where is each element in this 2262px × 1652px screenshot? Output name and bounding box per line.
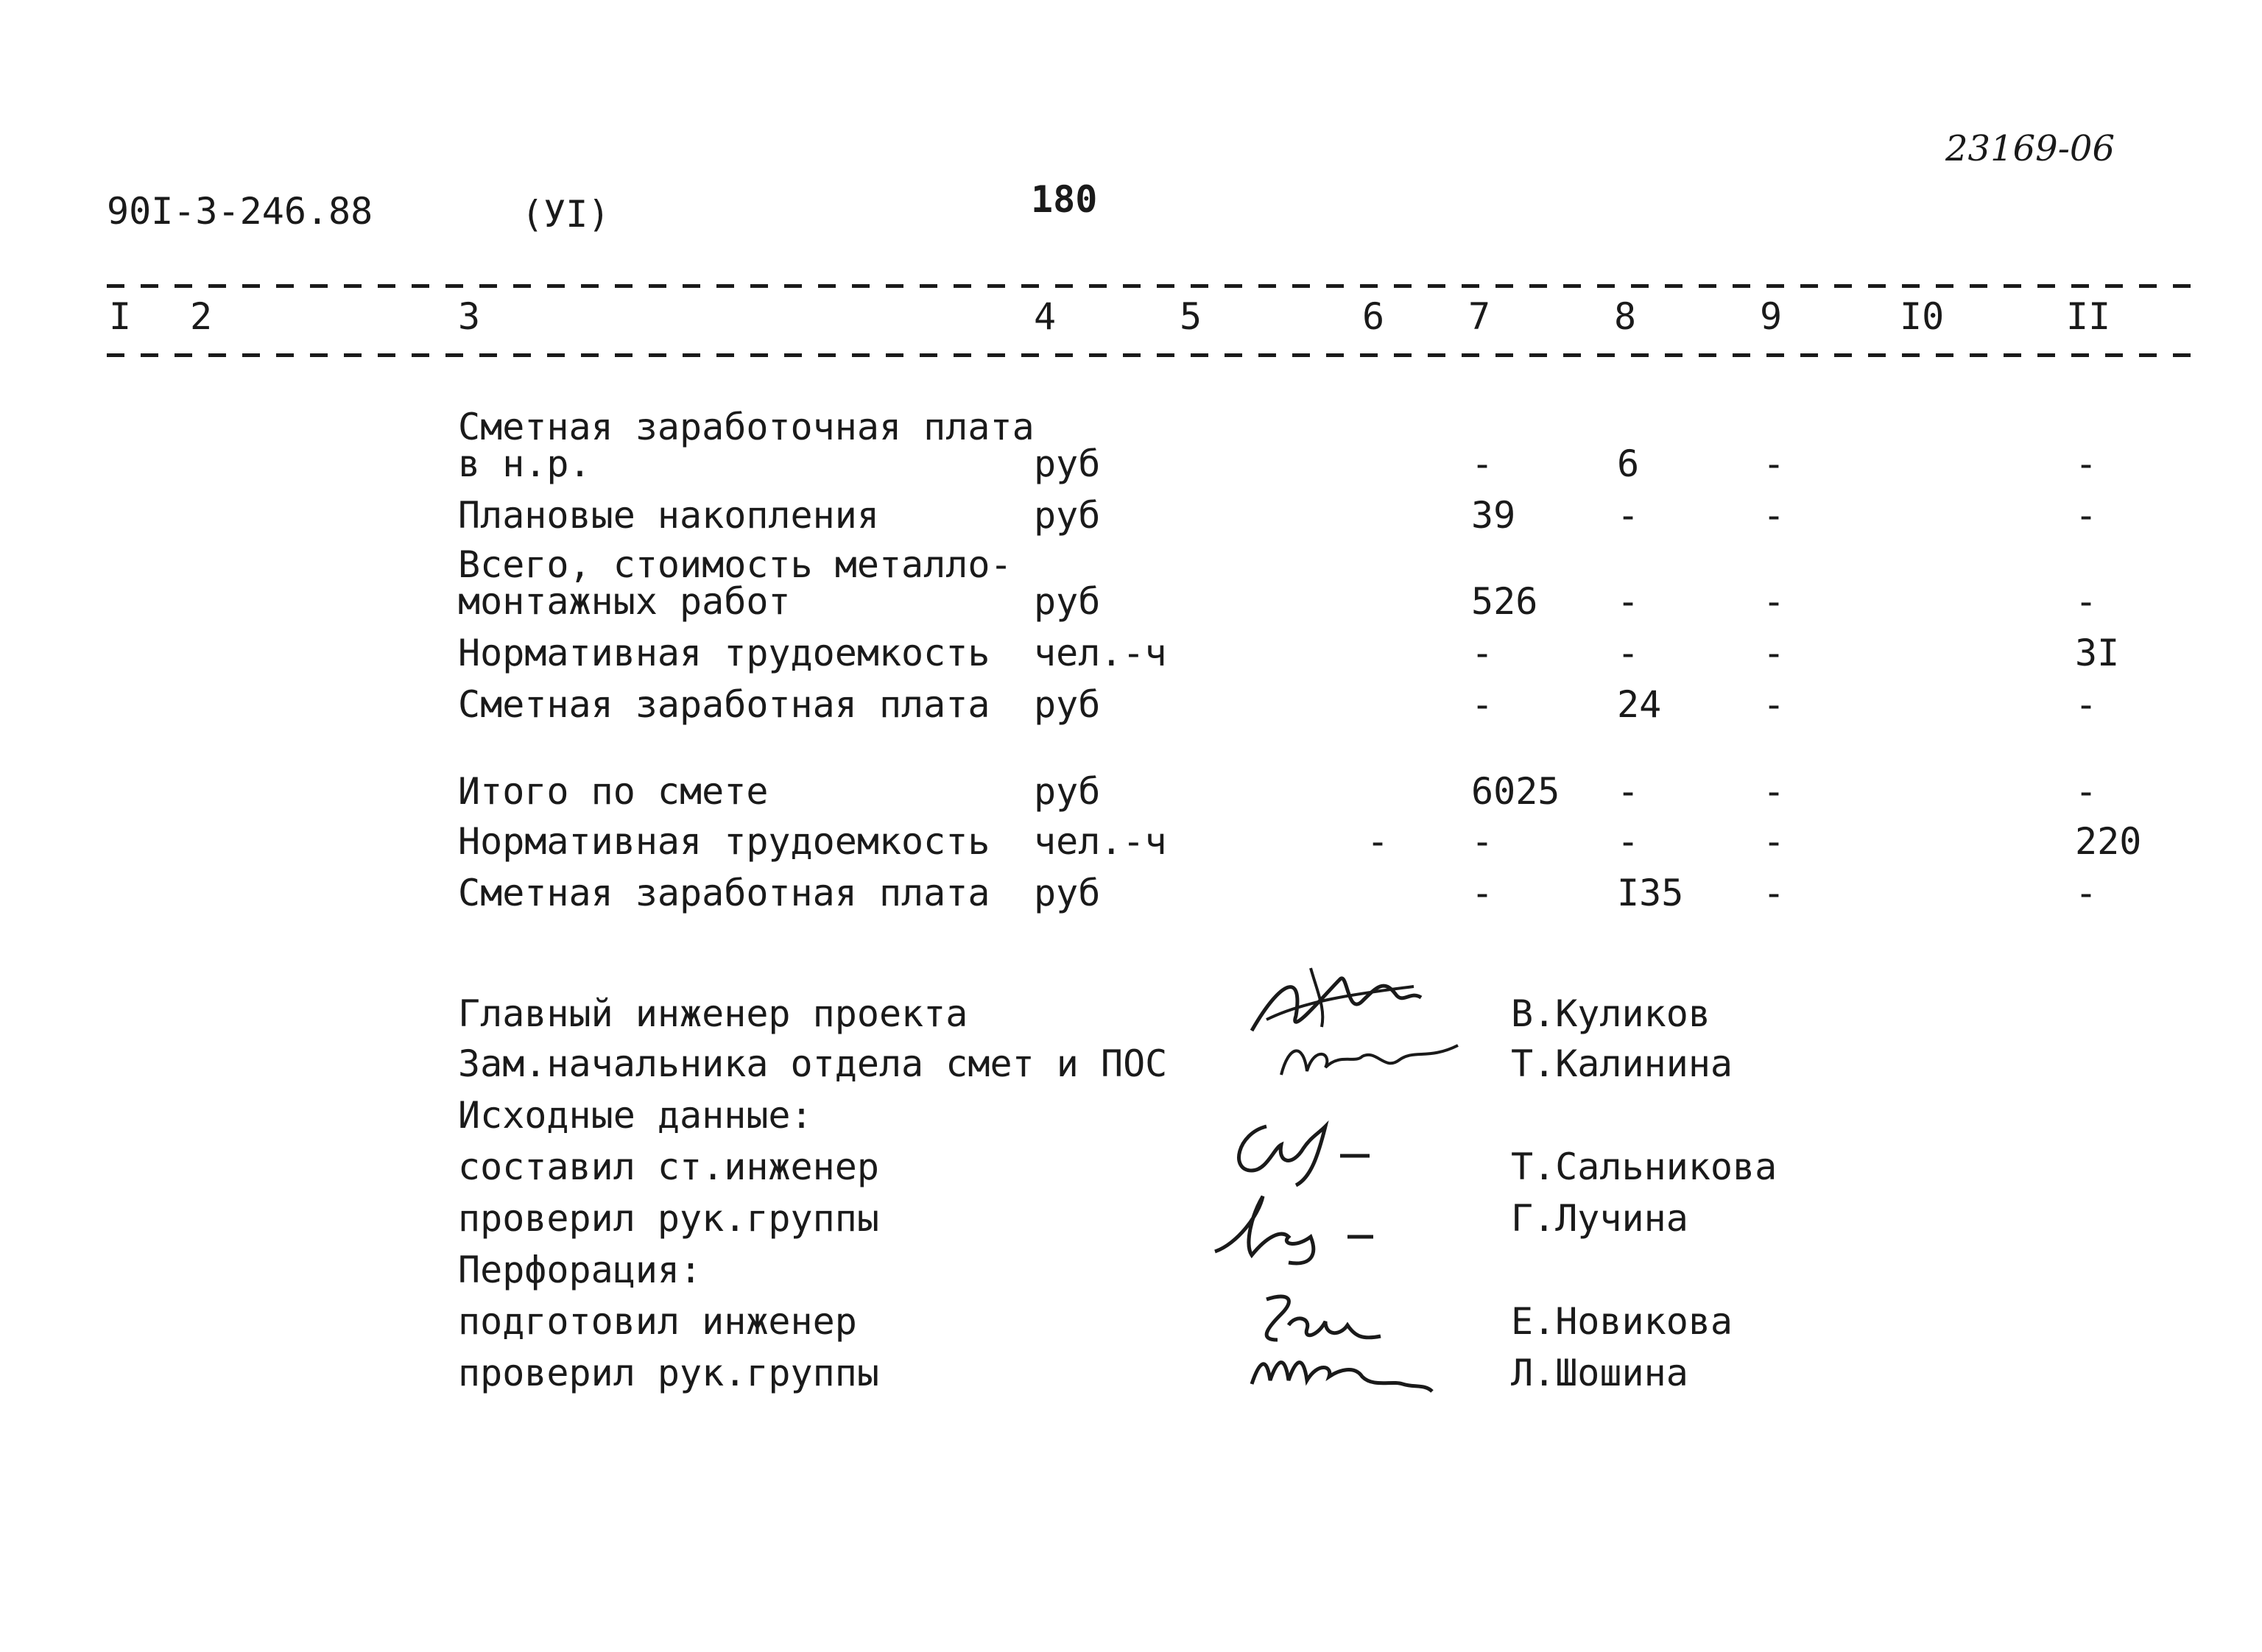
cell-col9: -: [1763, 442, 1786, 485]
row-label: монтажных работ: [458, 580, 791, 623]
row-unit: руб: [1034, 494, 1101, 537]
row-unit: руб: [1034, 580, 1101, 623]
signature-title: составил ст.инженер: [458, 1146, 879, 1188]
signature-title: Зам.начальника отдела смет и ПОС: [458, 1042, 1168, 1085]
cell-col11: -: [2075, 683, 2098, 726]
row-unit: руб: [1034, 770, 1101, 813]
cell-col8: 24: [1617, 683, 1662, 726]
cell-col8: -: [1617, 770, 1640, 813]
cell-col11: -: [2075, 494, 2098, 537]
signature-title: Исходные данные:: [458, 1094, 813, 1137]
cell-col8: -: [1617, 494, 1640, 537]
cell-col7: -: [1471, 632, 1494, 674]
cell-col9: -: [1763, 632, 1786, 674]
section-label: (УI): [521, 193, 610, 236]
cell-col8: -: [1617, 632, 1640, 674]
cell-col7: 6025: [1471, 770, 1560, 813]
row-label: Всего, стоимость металло-: [458, 543, 1012, 586]
column-header: 3: [458, 295, 481, 338]
signatory-name: Г.Лучина: [1511, 1197, 1688, 1240]
signature-title: Главный инженер проекта: [458, 992, 968, 1035]
row-label: Нормативная трудоемкость: [458, 632, 990, 674]
column-header: 4: [1034, 295, 1057, 338]
row-label: в н.р.: [458, 442, 591, 485]
cell-col7: -: [1471, 820, 1494, 863]
cell-col7: -: [1471, 872, 1494, 914]
cell-col9: -: [1763, 683, 1786, 726]
signatory-name: Т.Калинина: [1511, 1042, 1733, 1085]
archive-number: 23169-06: [1945, 128, 2115, 169]
cell-col11: -: [2075, 580, 2098, 623]
header-rule-top: [107, 284, 2205, 288]
cell-col11: -: [2075, 770, 2098, 813]
column-header: 8: [1614, 295, 1637, 338]
column-header: 7: [1468, 295, 1491, 338]
column-header: 2: [190, 295, 213, 338]
cell-col9: -: [1763, 820, 1786, 863]
cell-col9: -: [1763, 494, 1786, 537]
signature-mark: [1244, 1340, 1436, 1399]
cell-col8: 6: [1617, 442, 1640, 485]
signature-mark: [1200, 1185, 1392, 1266]
cell-col11: 220: [2075, 820, 2142, 863]
cell-col11: 3I: [2075, 632, 2120, 674]
signatory-name: Т.Сальникова: [1511, 1146, 1777, 1188]
cell-col11: -: [2075, 442, 2098, 485]
column-header: II: [2066, 295, 2111, 338]
cell-col9: -: [1763, 770, 1786, 813]
cell-col11: -: [2075, 872, 2098, 914]
cell-col7: -: [1471, 683, 1494, 726]
signatory-name: Л.Шошина: [1511, 1352, 1688, 1394]
column-header: 6: [1362, 295, 1385, 338]
row-label: Нормативная трудоемкость: [458, 820, 990, 863]
cell-col7: 526: [1471, 580, 1538, 623]
row-label: Сметная заработочная плата: [458, 406, 1035, 448]
page-number: 180: [1031, 178, 1098, 221]
row-label: Сметная заработная плата: [458, 683, 990, 726]
cell-col8: -: [1617, 820, 1640, 863]
cell-col9: -: [1763, 580, 1786, 623]
row-unit: чел.-ч: [1034, 820, 1167, 863]
signatory-name: Е.Новикова: [1511, 1300, 1733, 1343]
column-header: I: [109, 295, 132, 338]
row-label: Итого по смете: [458, 770, 769, 813]
row-label: Плановые накопления: [458, 494, 879, 537]
row-unit: руб: [1034, 872, 1101, 914]
row-unit: руб: [1034, 442, 1101, 485]
cell-col7: -: [1471, 442, 1494, 485]
cell-col8: I35: [1617, 872, 1684, 914]
row-label: Сметная заработная плата: [458, 872, 990, 914]
cell-col6: -: [1367, 820, 1389, 863]
signature-title: Перфорация:: [458, 1249, 702, 1291]
header-rule-bottom: [107, 353, 2205, 357]
signature-title: проверил рук.группы: [458, 1352, 879, 1394]
column-header: 9: [1760, 295, 1783, 338]
cell-col8: -: [1617, 580, 1640, 623]
doc-code: 90I-3-246.88: [107, 190, 373, 233]
signature-title: проверил рук.группы: [458, 1197, 879, 1240]
column-header: 5: [1180, 295, 1202, 338]
signature-title: подготовил инженер: [458, 1300, 857, 1343]
cell-col7: 39: [1471, 494, 1516, 537]
column-header: I0: [1900, 295, 1945, 338]
signature-mark: [1222, 1112, 1384, 1193]
signatory-name: В.Куликов: [1511, 992, 1710, 1035]
row-unit: руб: [1034, 683, 1101, 726]
signature-mark: [1274, 1031, 1465, 1090]
cell-col9: -: [1763, 872, 1786, 914]
row-unit: чел.-ч: [1034, 632, 1167, 674]
